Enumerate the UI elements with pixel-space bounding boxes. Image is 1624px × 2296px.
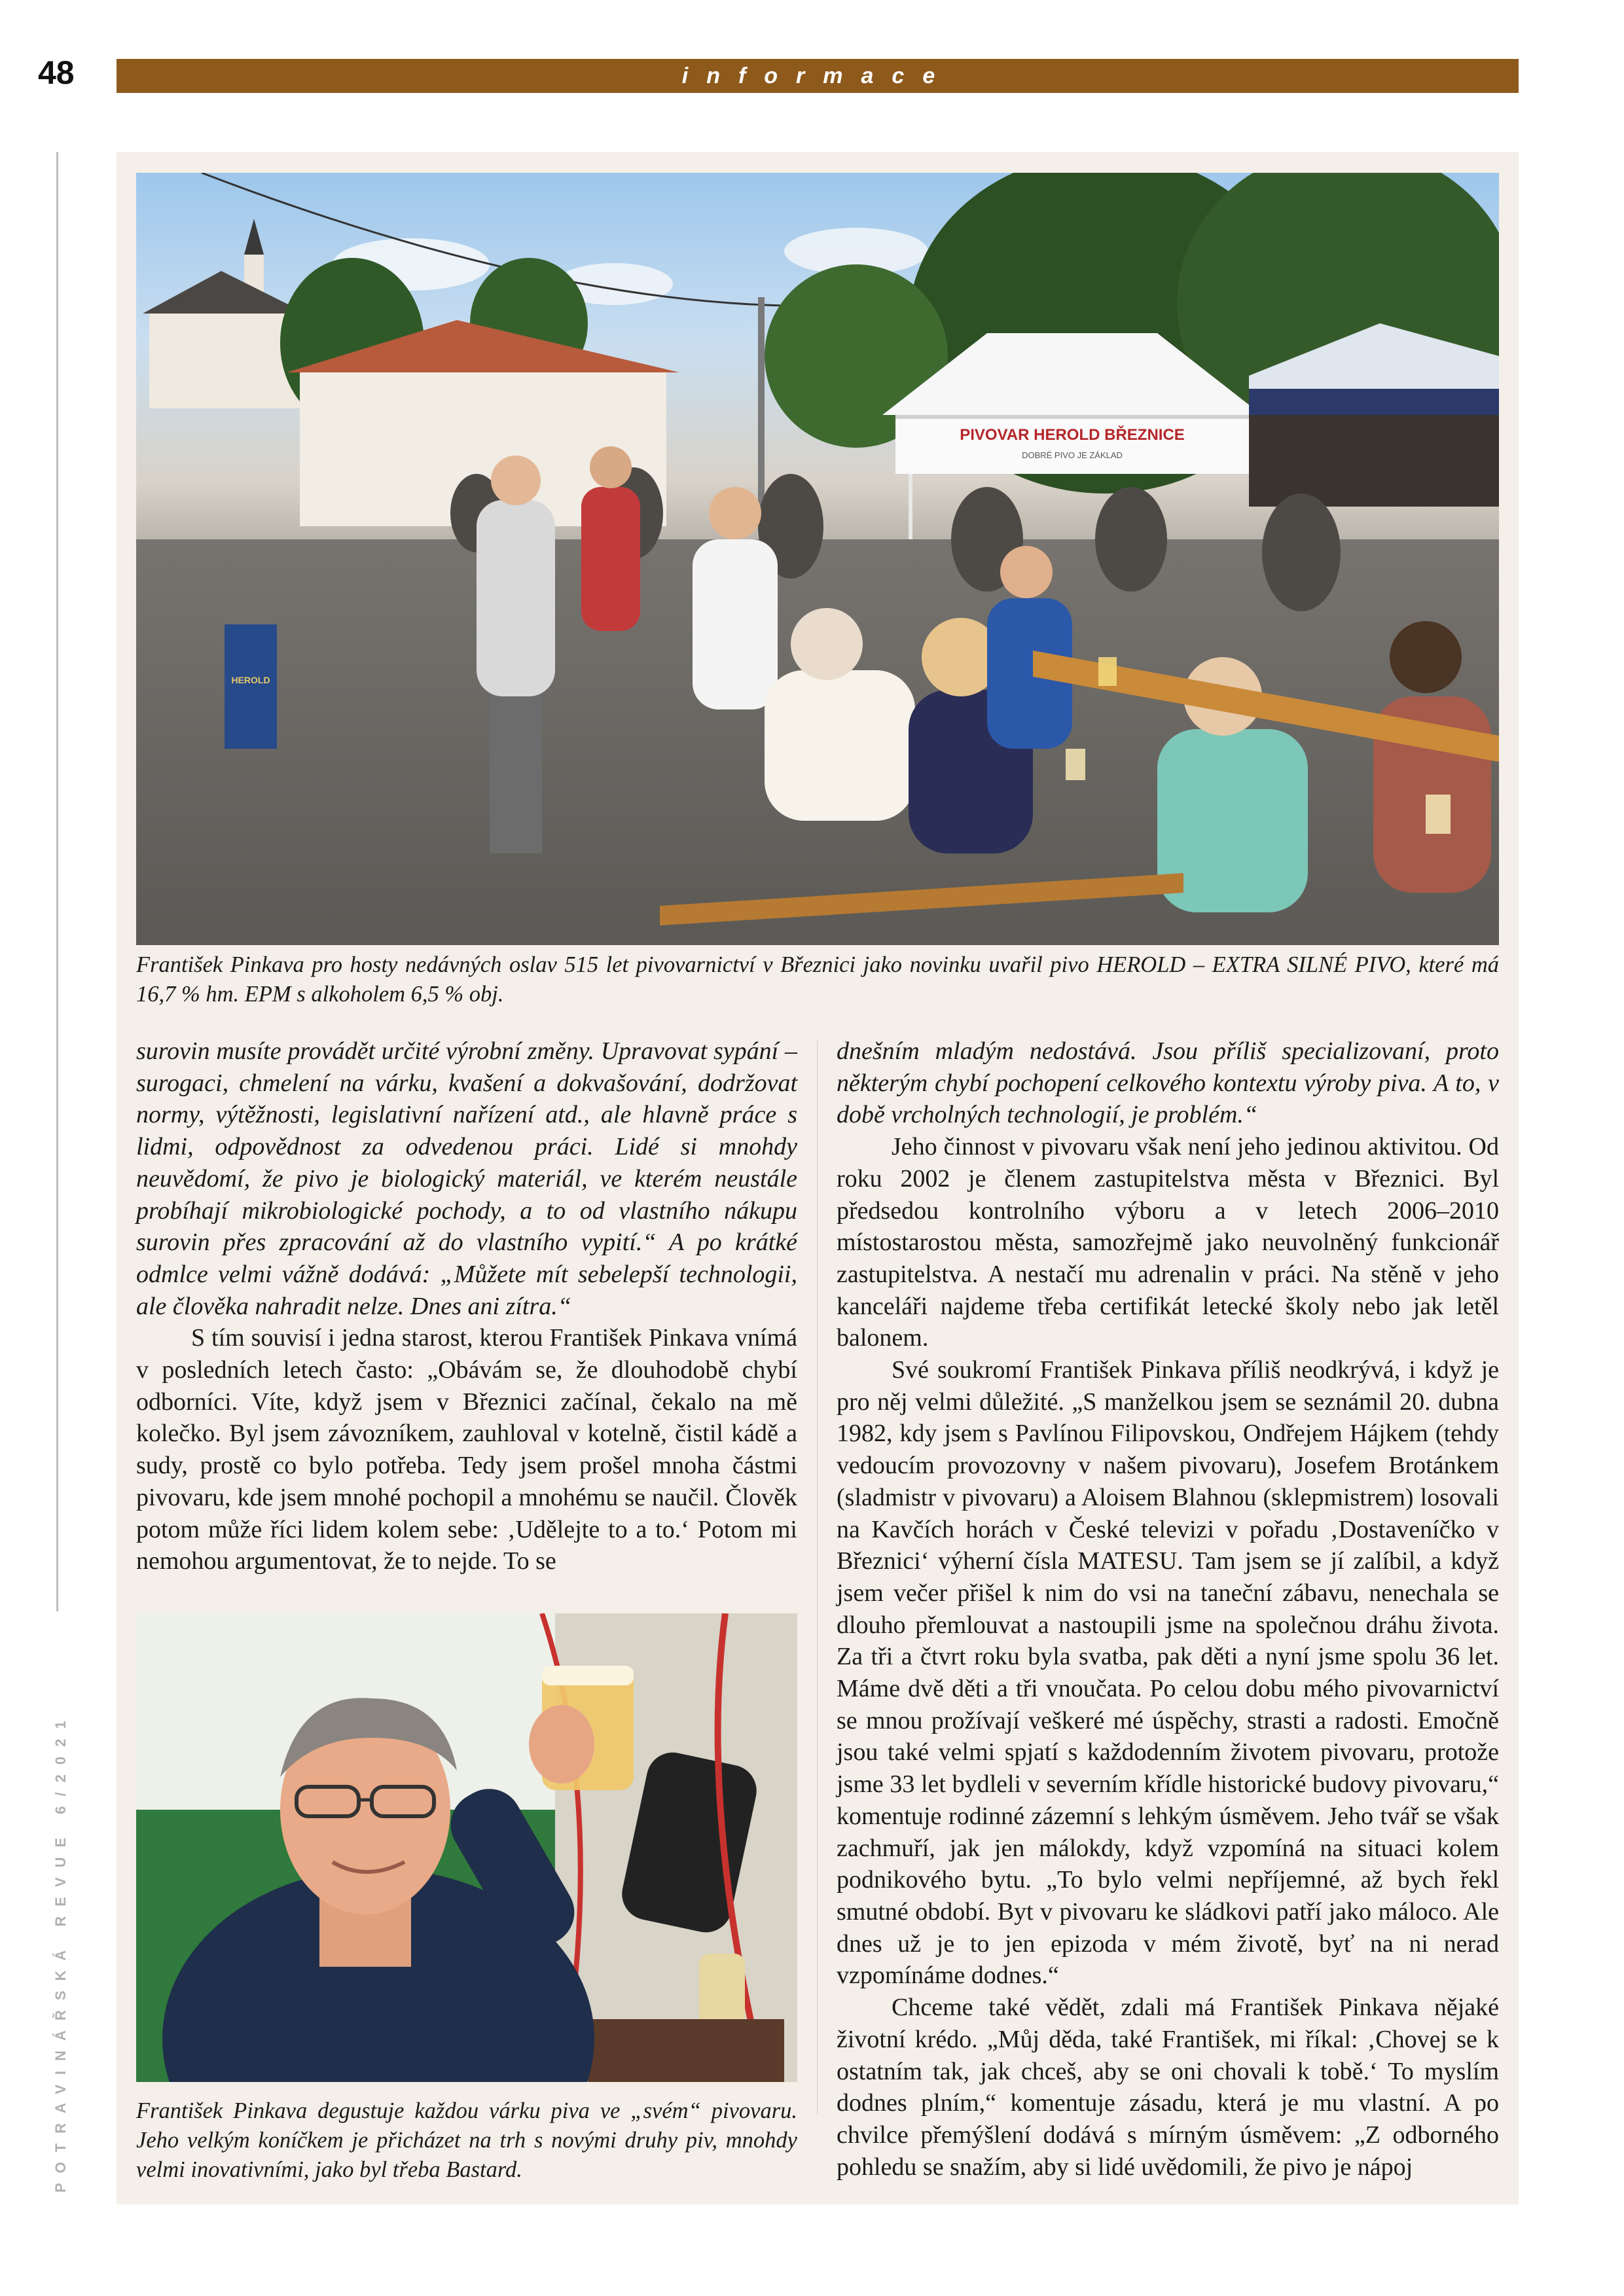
paragraph: Chceme také vědět, zdali má František Pinkava nějaké životní krédo. „Můj děda, také František, mi říkal: ‚Chovej se k ostatním tak, jak chceš, aby se oni chovali k tobě.‘ To myslím dodnes plním,“ komentuje zásadu, která je mu vlastní. A po chvilce přemýšlení dodává s mírným úsměvem: „Z odborného pohledu se snažím, aby si lidé uvědomili, že pivo je nápoj xyxy=(837,1994,1499,2181)
page-number: 48 xyxy=(38,54,75,91)
column-left xyxy=(136,1035,797,1577)
section-title: informace xyxy=(681,63,954,88)
column-divider xyxy=(817,1041,818,2114)
journal-label: POTRAVINÁŘSKÁ REVUE 6/2021 xyxy=(52,1711,69,2193)
festival-photo-caption: František Pinkava pro hosty nedávných oslav 515 let pivovarnictví v Březnici jako novinku uvařil pivo HEROLD – EXTRA SILNÉ PIVO, které má 16,7 % hm. EPM s alkoholem 6,5 % obj. xyxy=(136,952,1499,1007)
tasting-scene xyxy=(136,1613,797,2082)
section-header-bar xyxy=(117,59,1519,93)
tasting-photo xyxy=(136,1613,797,2082)
paragraph: dnešním mladým nedostává. Jsou příliš specializovaní, proto některým chybí pochopení celkového kontextu výroby piva. A to, v době vrcholných technologií, je problém.“ xyxy=(837,1037,1499,1129)
margin-rule xyxy=(56,152,58,1611)
crate-label: HEROLD xyxy=(231,675,270,685)
tent-sign: PIVOVAR HEROLD BŘEZNICE xyxy=(960,426,1185,444)
paragraph: S tím souvisí i jedna starost, kterou František Pinkava vnímá v posledních letech často: „Obávám se, že dlouhodobě chybí odborníci. Víte, když jsem v Březnici začínal, čekalo na mě kolečko. Byl jsem závozníkem, zauhloval v kotelně, čistil kádě a sudy, prostě co bylo potřeba. Tedy jsem prošel mnoha částmi pivovaru, kde jsem mnohé pochopil a mnohému se naučil. Člověk potom může říci lidem kolem sebe: ‚Udělejte to a to.‘ Potom mi nemohou argumentovat, že to nejde. To se xyxy=(136,1324,797,1575)
paragraph: surovin musíte provádět určité výrobní změny. Upravovat sypání – surogaci, chmelení na várku, kvašení a dokvašování, dodržovat normy, výtěžnosti, legislativní nařízení atd., ale hlavně práce s lidmi, odpovědnost za odvedenou práci. Lidé si mnohdy neuvědomí, že pivo je biologický materiál, ve kterém neustále probíhají mikrobiologické pochody, a to od vlastního nákupu surovin přes zpracování až do vlastního vypití.“ A po krátké odmlce velmi vážně dodává: „Můžete mít sebelepší technologii, ale člověka nahradit nelze. Dnes ani zítra.“ xyxy=(136,1037,797,1320)
tasting-photo-caption: František Pinkava degustuje každou várku piva ve „svém“ pivovaru. Jeho velkým koníčkem je přicházet na trh s novými druhy piv, mnohdy velmi inovativními, jako byl třeba Bastard. xyxy=(136,2098,797,2182)
paragraph: Své soukromí František Pinkava příliš neodkrývá, i když je pro něj velmi důležité. „S manželkou jsem se seznámil 20. dubna 1982, kdy jsem s Pavlínou Filipovskou, Ondřejem Hájkem (tehdy vedoucím provozovny v našem pivovaru), Josefem Brotánkem (sladmistr v pivovaru) a Aloisem Blahnou (sklepmistrem) losovali na Kavčích horách v České televizi v pořadu ‚Dostaveníčko v Březnici‘ výherní čísla MATESU. Tam jsem se jí zalíbil, a když jsem večer přišel k nim do vsi na taneční zábavu, nenechala se dlouho přemlouvat a nastoupili jsme na společnou dráhu života. Za tři a čtvrt roku byla svatba, pak děti a nyní jsme spolu 36 let. Máme dvě děti a tři vnoučata. Po celou dobu mého pivovarnictví se mnou prožívají veškeré mé úspěchy, strasti a radosti. Emočně jsou také velmi spjatí s každodenním životem pivovaru, protože jsme 33 let bydleli v severním křídle historické budovy pivovaru,“ komentuje rodinné zázemní s lehkým úsměvem. Jeho tvář se však zachmuří, jak jen málokdy, když vzpomíná na situaci kolem podnikového bytu. „To bylo velmi nepříjemné, až bych řekl smutné období. Byt v pivovaru ke sládkovi patří jako máloco. Ale dnes už je to jen epizoda v mém životě, byť na ni nerad vzpomínáme dodnes.“ xyxy=(837,1356,1499,1990)
festival-scene xyxy=(136,173,1499,945)
tent-subsign: DOBRÉ PIVO JE ZÁKLAD xyxy=(1022,450,1123,460)
festival-photo xyxy=(136,173,1499,945)
paragraph: Jeho činnost v pivovaru však není jeho jedinou aktivitou. Od roku 2002 je členem zastupitelstva města v Březnici. Byl předsedou kontrolního výboru a v letech 2006–2010 místostarostou města, samozřejmě jako neuvolněný funkcionář zastupitelstva. A nestačí mu adrenalin v práci. Na stěně v jeho kanceláři najdeme třeba certifikát letecké školy nebo jak letěl balonem. xyxy=(837,1133,1499,1352)
column-right xyxy=(837,1035,1499,2183)
